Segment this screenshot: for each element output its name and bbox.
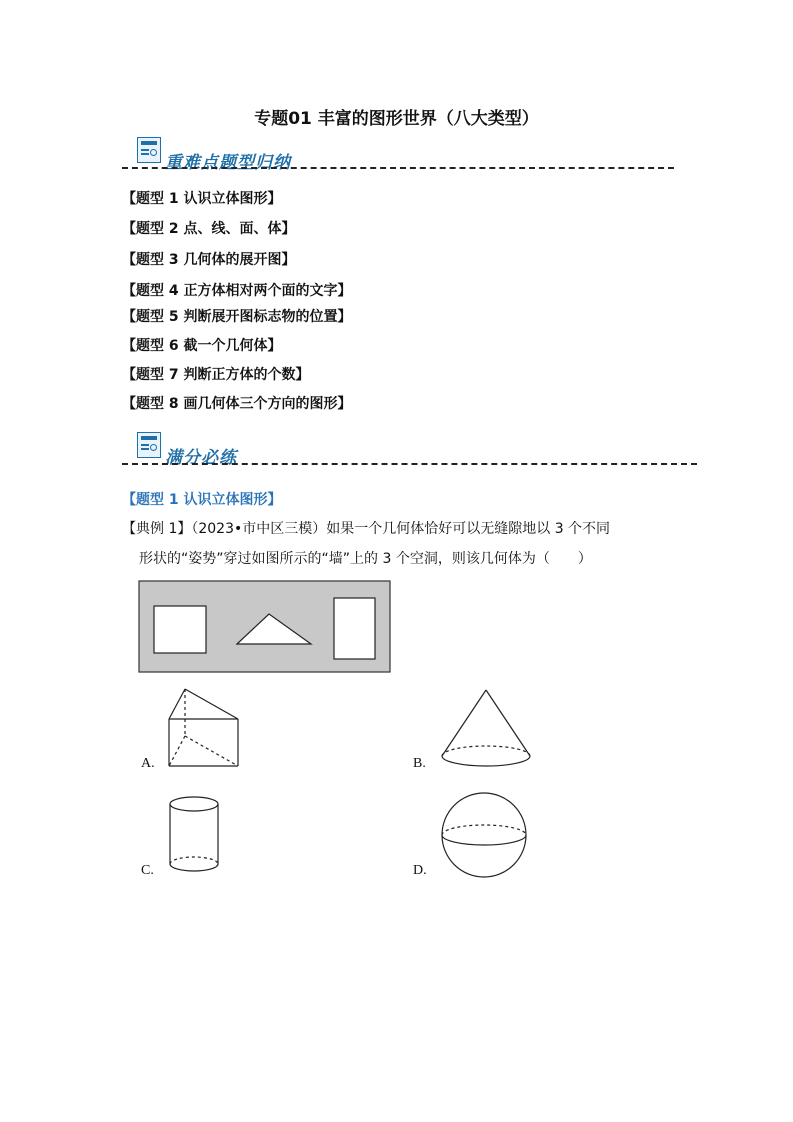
option-b-cone[interactable] [438,686,534,776]
section-divider [122,463,697,465]
square-hole [154,606,206,653]
option-d-sphere[interactable] [438,790,530,880]
option-c-label[interactable]: C. [141,863,154,878]
toc-item-5: 【题型 5 判断展开图标志物的位置】 [122,309,352,325]
document-search-icon [137,432,161,458]
document-search-icon [137,137,161,163]
toc-item-1: 【题型 1 认识立体图形】 [122,191,282,207]
option-a-triangular-prism[interactable] [160,686,246,772]
toc-item-2: 【题型 2 点、线、面、体】 [122,221,296,237]
section-heading-full-marks-practice: 满分必练 [165,448,237,468]
section-heading-key-types: 重难点题型归纳 [165,153,291,173]
section-divider [122,167,674,169]
rectangle-hole [334,598,375,659]
page-title: 专题01 丰富的图形世界（八大类型） [254,109,539,129]
question-line-2: 形状的“姿势”穿过如图所示的“墙”上的 3 个空洞，则该几何体为（ ） [139,551,592,567]
wall-figure [138,580,392,674]
toc-item-6: 【题型 6 截一个几何体】 [122,338,282,354]
question-line-1: 【典例 1】（2023•市中区三模）如果一个几何体恰好可以无缝隙地以 3 个不同 [122,521,611,537]
toc-item-7: 【题型 7 判断正方体的个数】 [122,367,310,383]
toc-item-3: 【题型 3 几何体的展开图】 [122,252,296,268]
topic-heading: 【题型 1 认识立体图形】 [122,492,282,508]
option-c-cylinder[interactable] [166,794,222,878]
toc-item-4: 【题型 4 正方体相对两个面的文字】 [122,283,352,299]
option-d-label[interactable]: D. [413,863,427,878]
toc-item-8: 【题型 8 画几何体三个方向的图形】 [122,396,352,412]
option-a-label[interactable]: A. [141,756,155,771]
option-b-label[interactable]: B. [413,756,426,771]
